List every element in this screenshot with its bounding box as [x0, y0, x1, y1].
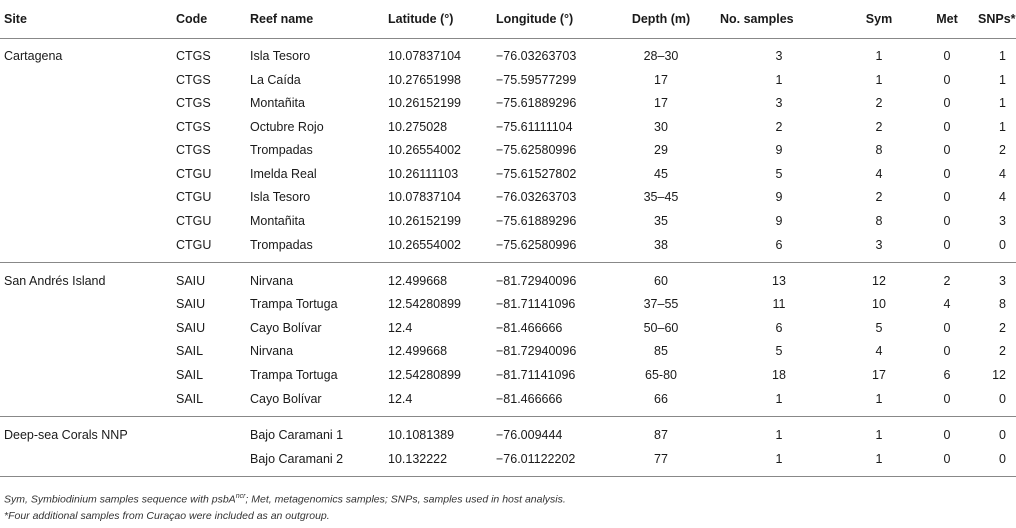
cell-samples: 9: [775, 213, 783, 228]
cell-lat: 10.26554002: [384, 233, 492, 263]
cell-samples: 1: [775, 72, 783, 87]
cell-site: [0, 139, 172, 163]
cell-depth: 87: [654, 427, 668, 442]
footnote-superscript: ncr: [235, 493, 246, 500]
cell-lon: −76.009444: [496, 427, 563, 442]
cell-met: 6: [943, 367, 951, 382]
cell-snps: 8: [999, 297, 1006, 312]
cell-snps: 0: [999, 427, 1006, 442]
cell-lat: 10.1081389: [388, 427, 455, 442]
cell-depth: 35: [654, 213, 668, 228]
cell-code: SAIL: [172, 387, 246, 417]
table-row: [0, 186, 1016, 210]
cell-lon: −81.466666: [492, 387, 606, 417]
cell-lat: 10.275028: [388, 119, 448, 134]
cell-site: [0, 68, 172, 92]
cell-met: 0: [916, 387, 978, 417]
cell-site: Deep-sea Corals NNP: [4, 427, 128, 442]
cell-lat: 10.26152199: [388, 213, 461, 228]
cell-met: 0: [943, 49, 951, 64]
cell-site: [0, 115, 172, 139]
cell-depth: 35–45: [643, 190, 679, 205]
cell-samples: 2: [775, 119, 783, 134]
cell-snps: 1: [999, 49, 1006, 64]
table-row: [0, 233, 1016, 263]
cell-snps: 3: [999, 213, 1006, 228]
cell-met: 0: [916, 233, 978, 263]
cell-samples: 1: [716, 387, 842, 417]
cell-reef: Nirvana: [250, 273, 294, 288]
cell-lon: −76.01122202: [492, 447, 606, 477]
cell-site: [0, 316, 172, 340]
cell-sym: 1: [875, 49, 883, 64]
cell-depth: 30: [654, 119, 668, 134]
footnote-line1-b: ; Met, metagenomics samples; SNPs, samples used in host analysis.: [245, 493, 566, 506]
table-row: [0, 340, 1016, 364]
footnote-line1-a: Sym, Symbiodinium samples sequence with psbA: [4, 493, 236, 506]
cell-samples: 1: [775, 427, 783, 442]
cell-code: [172, 447, 246, 477]
cell-sym: 2: [875, 190, 883, 205]
header-reef-name: Reef name: [246, 0, 384, 38]
table-footnotes: [4, 489, 566, 524]
cell-met: 0: [943, 166, 951, 181]
header-longitude: Longitude (°): [492, 0, 606, 38]
cell-code: CTGU: [176, 190, 212, 205]
cell-met: 0: [916, 447, 978, 477]
cell-code: CTGS: [176, 96, 211, 111]
cell-lat: 12.4: [384, 387, 492, 417]
table-header-row: [0, 0, 1016, 38]
cell-reef: Isla Tesoro: [250, 190, 311, 205]
table-row: [0, 162, 1016, 186]
cell-site: [0, 447, 172, 477]
cell-site: [0, 162, 172, 186]
cell-reef: Trompadas: [246, 233, 384, 263]
cell-met: 0: [943, 213, 951, 228]
cell-samples: 3: [775, 49, 783, 64]
cell-sym: 12: [872, 273, 886, 288]
cell-lat: 10.132222: [384, 447, 492, 477]
cell-lon: −75.59577299: [496, 72, 577, 87]
cell-sym: 8: [875, 213, 883, 228]
table-row: [0, 68, 1016, 92]
cell-sym: 17: [872, 367, 886, 382]
table-row: [0, 316, 1016, 340]
cell-samples: 5: [775, 344, 783, 359]
header-snps: SNPs*: [978, 0, 1016, 38]
cell-reef: Trampa Tortuga: [250, 297, 338, 312]
cell-depth: 85: [654, 344, 668, 359]
cell-site: Cartagena: [4, 49, 63, 64]
cell-site: [0, 363, 172, 387]
cell-depth: 77: [606, 447, 716, 477]
cell-sym: 8: [875, 143, 883, 158]
cell-sym: 2: [875, 119, 883, 134]
cell-depth: 29: [654, 143, 668, 158]
cell-reef: Cayo Bolívar: [246, 387, 384, 417]
cell-reef: Trompadas: [250, 143, 313, 158]
cell-met: 0: [943, 143, 951, 158]
cell-site: [0, 209, 172, 233]
header-no-samples: No. samples: [716, 0, 842, 38]
cell-met: 0: [943, 190, 951, 205]
cell-lon: −81.72940096: [496, 344, 577, 359]
cell-snps: 2: [999, 143, 1006, 158]
cell-sym: 1: [842, 447, 916, 477]
cell-reef: Imelda Real: [250, 166, 317, 181]
cell-lon: −81.71141096: [496, 297, 576, 312]
cell-site: [0, 92, 172, 116]
cell-reef: Montañita: [250, 96, 305, 111]
cell-code: CTGU: [176, 166, 212, 181]
header-code: Code: [172, 0, 246, 38]
cell-sym: 10: [872, 297, 886, 312]
cell-samples: 5: [775, 166, 783, 181]
cell-site: [0, 293, 172, 317]
cell-lon: −75.61111104: [496, 119, 573, 134]
table-row: [0, 447, 1016, 477]
cell-samples: 9: [775, 190, 783, 205]
cell-lat: 10.07837104: [388, 190, 461, 205]
cell-lon: −75.61527802: [496, 166, 577, 181]
cell-lat: 10.26554002: [388, 143, 461, 158]
cell-depth: 38: [606, 233, 716, 263]
cell-lon: −81.466666: [496, 320, 563, 335]
cell-depth: 37–55: [643, 297, 679, 312]
header-depth: Depth (m): [606, 0, 716, 38]
cell-lat: 10.07837104: [388, 49, 461, 64]
cell-depth: 65-80: [645, 367, 677, 382]
cell-site: [0, 387, 172, 417]
cell-lon: −81.72940096: [496, 273, 577, 288]
cell-code: CTGU: [176, 213, 212, 228]
header-latitude: Latitude (°): [384, 0, 492, 38]
cell-snps: 0: [978, 233, 1016, 263]
cell-lon: −75.61889296: [496, 96, 577, 111]
cell-site: San Andrés Island: [4, 273, 106, 288]
table-row: [0, 387, 1016, 417]
cell-reef: Octubre Rojo: [250, 119, 324, 134]
cell-met: 0: [943, 427, 951, 442]
cell-lat: 12.54280899: [388, 367, 461, 382]
cell-snps: 4: [999, 190, 1006, 205]
cell-depth: 28–30: [643, 49, 679, 64]
cell-code: CTGS: [176, 72, 211, 87]
cell-snps: 4: [999, 166, 1006, 181]
cell-sym: 1: [842, 387, 916, 417]
cell-lon: −75.62580996: [492, 233, 606, 263]
table-body: [0, 38, 1016, 477]
cell-lon: −76.03263703: [496, 190, 577, 205]
cell-met: 0: [943, 72, 951, 87]
cell-depth: 66: [606, 387, 716, 417]
cell-snps: 3: [999, 273, 1006, 288]
cell-depth: 17: [654, 96, 668, 111]
cell-reef: Cayo Bolívar: [250, 320, 322, 335]
footnote-abbreviations: [4, 489, 566, 508]
cell-samples: 13: [772, 273, 786, 288]
cell-lon: −76.03263703: [496, 49, 577, 64]
cell-code: CTGS: [176, 49, 211, 64]
cell-depth: 45: [654, 166, 668, 181]
cell-samples: 11: [772, 297, 786, 312]
table-row: [0, 417, 1016, 447]
table-row: [0, 363, 1016, 387]
cell-samples: 6: [775, 320, 783, 335]
cell-depth: 17: [654, 72, 668, 87]
cell-lat: 12.499668: [388, 273, 448, 288]
cell-site: [0, 233, 172, 263]
cell-code: CTGS: [176, 119, 211, 134]
cell-reef: La Caída: [250, 72, 301, 87]
cell-met: 0: [943, 96, 951, 111]
cell-snps: 0: [978, 447, 1016, 477]
cell-depth: 50–60: [643, 320, 679, 335]
cell-lat: 10.26111103: [388, 166, 459, 181]
cell-snps: 1: [999, 72, 1006, 87]
cell-site: [0, 186, 172, 210]
cell-code: SAIU: [176, 273, 206, 288]
cell-sym: 3: [842, 233, 916, 263]
cell-sym: 1: [875, 72, 883, 87]
header-sym: Sym: [842, 0, 916, 38]
cell-code: [172, 417, 246, 447]
cell-samples: 3: [775, 96, 783, 111]
cell-code: SAIU: [176, 297, 206, 312]
cell-snps: 1: [999, 96, 1006, 111]
cell-lat: 10.27651998: [388, 72, 461, 87]
cell-reef: Bajo Caramani 1: [250, 427, 344, 442]
cell-code: CTGS: [176, 143, 211, 158]
cell-met: 4: [943, 297, 951, 312]
cell-sym: 2: [875, 96, 883, 111]
cell-met: 0: [943, 344, 951, 359]
cell-snps: 1: [999, 119, 1006, 134]
cell-snps: 2: [999, 344, 1006, 359]
cell-met: 0: [943, 320, 951, 335]
cell-met: 2: [943, 273, 951, 288]
cell-code: SAIL: [176, 367, 204, 382]
cell-lat: 12.499668: [388, 344, 448, 359]
cell-reef: Trampa Tortuga: [250, 367, 338, 382]
cell-sym: 1: [875, 427, 883, 442]
header-met: Met: [916, 0, 978, 38]
footnote-outgroup: *Four additional samples from Curaçao were included as an outgroup.: [4, 509, 330, 522]
cell-code: SAIL: [176, 344, 204, 359]
cell-reef: Montañita: [250, 213, 305, 228]
table-row: [0, 263, 1016, 293]
cell-code: CTGU: [172, 233, 246, 263]
cell-lon: −75.61889296: [496, 213, 577, 228]
cell-sym: 5: [875, 320, 883, 335]
cell-depth: 60: [654, 273, 668, 288]
cell-lat: 12.4: [388, 320, 413, 335]
table-row: [0, 115, 1016, 139]
cell-reef: Isla Tesoro: [250, 49, 311, 64]
cell-reef: Bajo Caramani 2: [246, 447, 384, 477]
cell-code: SAIU: [176, 320, 206, 335]
header-site: Site: [0, 0, 172, 38]
cell-met: 0: [943, 119, 951, 134]
cell-sym: 4: [875, 166, 883, 181]
cell-snps: 0: [978, 387, 1016, 417]
table-row: [0, 139, 1016, 163]
cell-samples: 6: [716, 233, 842, 263]
cell-samples: 9: [775, 143, 783, 158]
cell-lon: −81.71141096: [496, 367, 576, 382]
cell-reef: Nirvana: [250, 344, 294, 359]
cell-samples: 18: [772, 367, 786, 382]
table-row: [0, 92, 1016, 116]
cell-samples: 1: [716, 447, 842, 477]
cell-snps: 2: [999, 320, 1006, 335]
cell-snps: 12: [992, 367, 1006, 382]
table-row: [0, 38, 1016, 68]
cell-sym: 4: [875, 344, 883, 359]
cell-lat: 12.54280899: [388, 297, 461, 312]
cell-lat: 10.26152199: [388, 96, 461, 111]
cell-site: [0, 340, 172, 364]
table-row: [0, 293, 1016, 317]
table-row: [0, 209, 1016, 233]
cell-lon: −75.62580996: [496, 143, 577, 158]
